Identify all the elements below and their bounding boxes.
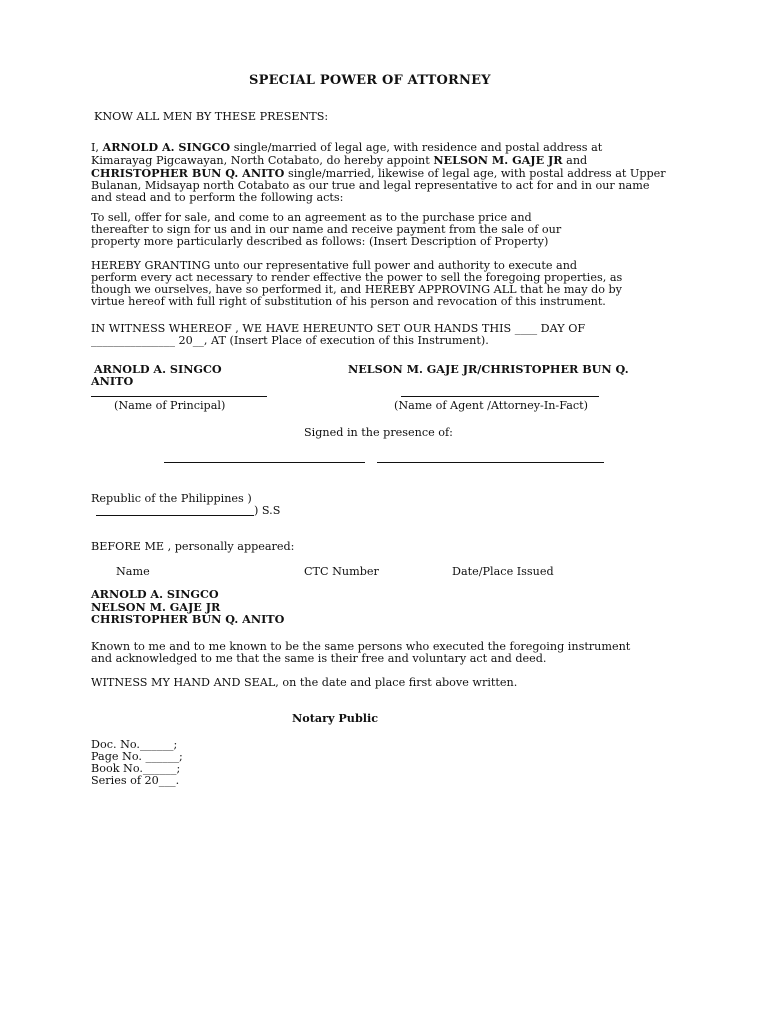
venue-line <box>96 515 254 516</box>
text-line: virtue hereof with full right of substitution of his person and revocation of this instrument. <box>91 295 606 308</box>
text-line: IN WITNESS WHEREOF , WE HAVE HEREUNTO SET OUR HANDS THIS ____ DAY OF <box>91 322 586 335</box>
acts-paragraph <box>91 212 561 248</box>
text-line: and stead and to perform the following acts: <box>91 191 344 204</box>
know-all-heading: KNOW ALL MEN BY THESE PRESENTS: <box>94 110 329 123</box>
ss-label: ) S.S <box>254 504 281 517</box>
witness-signature-line <box>377 462 604 463</box>
text-line: To sell, offer for sale, and come to an agreement as to the purchase price and <box>91 211 532 224</box>
text-line: _______________ 20__, AT (Insert Place of execution of this Instrument). <box>91 334 489 347</box>
text-line: HEREBY GRANTING unto our representative full power and authority to execute and <box>91 259 578 272</box>
text-line: Known to me and to me known to be the same persons who executed the foregoing instrument <box>91 640 631 653</box>
text-line: property more particularly described as follows: (Insert Description of Property) <box>91 235 549 248</box>
agent-signatory-name: NELSON M. GAJE JR/CHRISTOPHER BUN Q. <box>348 362 629 376</box>
witness-whereof-paragraph <box>91 323 585 347</box>
doc-number: Doc. No.______; <box>91 738 178 751</box>
text-fragment: Kimarayag Pigcawayan, North Cotabato, do hereby appoint <box>91 154 430 167</box>
principal-signature-line <box>91 396 267 397</box>
text-line: and acknowledged to me that the same is their free and voluntary act and deed. <box>91 652 547 665</box>
text-line: perform every act necessary to render effective the power to sell the foregoing properties, as <box>91 271 623 284</box>
text-fragment: I, <box>91 141 99 154</box>
principal-signatory-name-cont: ANITO <box>91 374 134 388</box>
text-fragment: and <box>566 154 588 167</box>
appeared-name: CHRISTOPHER BUN Q. ANITO <box>91 612 285 626</box>
agent-caption: (Name of Agent /Attorney-In-Fact) <box>394 399 589 412</box>
agent-name: CHRISTOPHER BUN Q. ANITO <box>91 166 285 180</box>
book-number: Book No.______; <box>91 762 181 775</box>
principal-signatory-name: ARNOLD A. SINGCO <box>94 362 222 376</box>
appointment-paragraph <box>91 141 666 204</box>
page-number: Page No. ______; <box>91 750 183 763</box>
series-year: Series of 20___. <box>91 774 180 787</box>
text-line: thereafter to sign for us and in our name and receive payment from the sale of our <box>91 223 562 236</box>
republic-label: Republic of the Philippines ) <box>91 492 252 505</box>
granting-paragraph <box>91 260 622 308</box>
agent-name: NELSON M. GAJE JR <box>433 153 563 167</box>
text-line: though we ourselves, have so performed it, and HEREBY APPROVING ALL that he may do by <box>91 283 623 296</box>
column-header-name: Name <box>116 565 150 578</box>
appeared-name: ARNOLD A. SINGCO <box>91 587 219 601</box>
witness-signature-line <box>164 462 365 463</box>
appeared-name: NELSON M. GAJE JR <box>91 600 221 614</box>
agent-signature-line <box>401 396 599 397</box>
text-line: Bulanan, Midsayap north Cotabato as our true and legal representative to act for and in our name <box>91 179 650 192</box>
document-reference-block <box>91 739 183 787</box>
column-header-date-place: Date/Place Issued <box>452 565 554 578</box>
text-fragment: single/married, likewise of legal age, with postal address at Upper <box>287 167 666 180</box>
principal-caption: (Name of Principal) <box>114 399 226 412</box>
column-header-ctc: CTC Number <box>304 565 379 578</box>
text-fragment: single/married of legal age, with residence and postal address at <box>233 141 603 154</box>
before-me-label: BEFORE ME , personally appeared: <box>91 540 295 553</box>
signed-presence-label: Signed in the presence of: <box>304 426 453 439</box>
document-title: SPECIAL POWER OF ATTORNEY <box>249 73 491 88</box>
principal-name: ARNOLD A. SINGCO <box>102 140 231 154</box>
acknowledgment-paragraph <box>91 641 630 665</box>
witness-hand-seal: WITNESS MY HAND AND SEAL, on the date and place first above written. <box>91 676 518 689</box>
notary-public-label: Notary Public <box>292 711 379 725</box>
